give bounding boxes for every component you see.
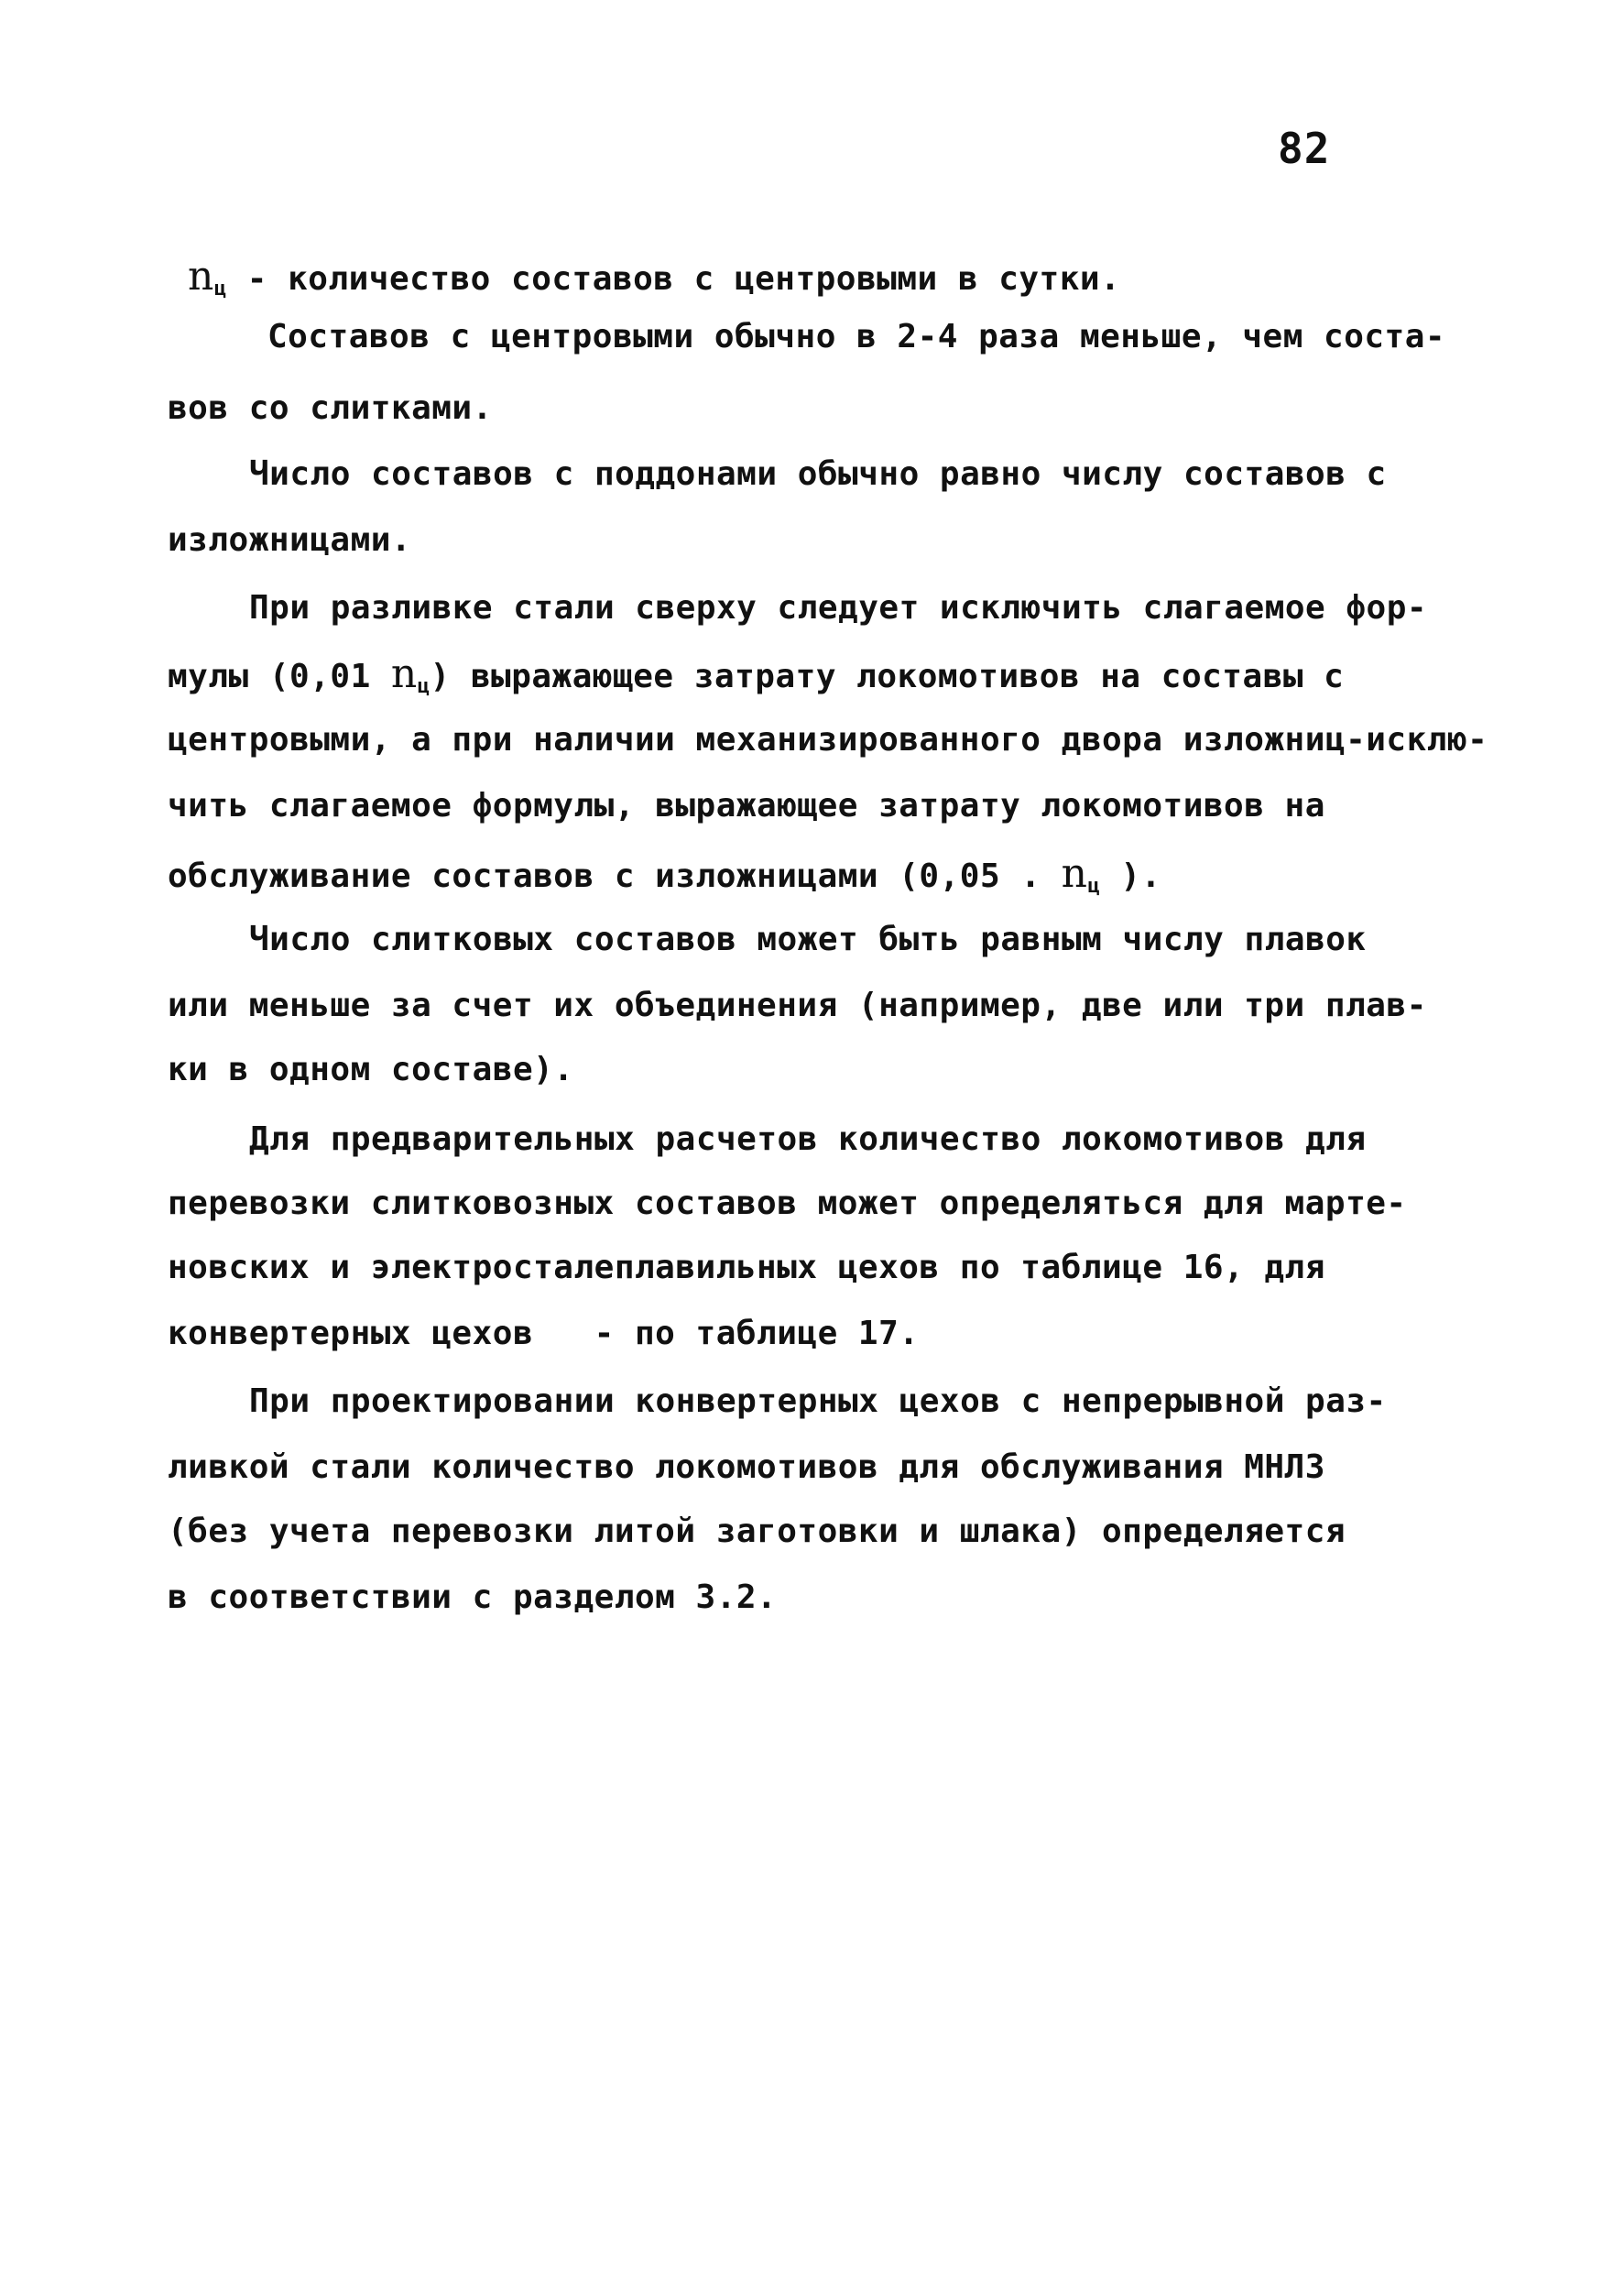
variable-n: n [390,650,418,697]
paragraph-2-line-2: изложницами. [168,521,412,559]
paragraph-5-line-3: новских и электросталеплавильных цехов по таблице 16, для [168,1249,1325,1286]
paragraph-5-line-2: перевозки слитковозных составов может определяться для марте- [168,1185,1407,1222]
paragraph-4-line-2: или меньше за счет их объединения (например, две или три плав- [168,987,1427,1024]
paragraph-4-line-1: Число слитковых составов может быть равным числу плавок [249,921,1367,958]
formula-note-text: - количество составов с центровыми в сутки. [226,260,1121,298]
paragraph-6-line-2: ливкой стали количество локомотивов для обслуживания МНЛЗ [168,1448,1325,1486]
formula-text-c: обслуживание составов с изложницами (0,05 . [168,857,1062,895]
paragraph-5-line-1: Для предварительных расчетов количество локомотивов для [249,1120,1367,1158]
paragraph-6-line-4: в соответствии с разделом 3.2. [168,1578,778,1616]
formula-text-b: ) выражающее затрату локомотивов на составы с [430,658,1345,695]
formula-text-a: мулы (0,01 [168,658,391,695]
paragraph-3-line-3: центровыми, а при наличии механизированного двора изложниц-исклю- [168,721,1488,759]
paragraph-3-line-5 [168,850,1161,898]
paragraph-6-line-1: При проектировании конвертерных цехов с непрерывной раз- [249,1382,1387,1420]
paragraph-2-line-1: Число составов с поддонами обычно равно числу составов с [249,455,1387,493]
page-number: 82 [1278,124,1331,173]
paragraph-3-line-1: При разливке стали сверху следует исключить слагаемое фор- [249,589,1428,627]
paragraph-5-line-4: конвертерных цехов - по таблице 17. [168,1315,920,1352]
variable-subscript: ц [213,278,227,300]
variable-n: n [1061,850,1088,897]
paragraph-3-line-4: чить слагаемое формулы, выражающее затрату локомотивов на [168,787,1325,825]
formula-note-line [188,253,1121,300]
variable-n: n [188,253,214,300]
paragraph-3-line-2 [168,650,1345,698]
paragraph-1-line-1: Составов с центровыми обычно в 2-4 раза меньше, чем соста- [267,318,1446,355]
paragraph-4-line-3: ки в одном составе). [168,1051,574,1088]
paragraph-1-line-2: вов со слитками. [168,389,493,427]
paragraph-6-line-3: (без учета перевозки литой заготовки и шлака) определяется [168,1513,1346,1550]
variable-subscript: ц [1087,875,1101,898]
variable-subscript: ц [417,675,431,698]
formula-text-d: ). [1100,857,1161,895]
